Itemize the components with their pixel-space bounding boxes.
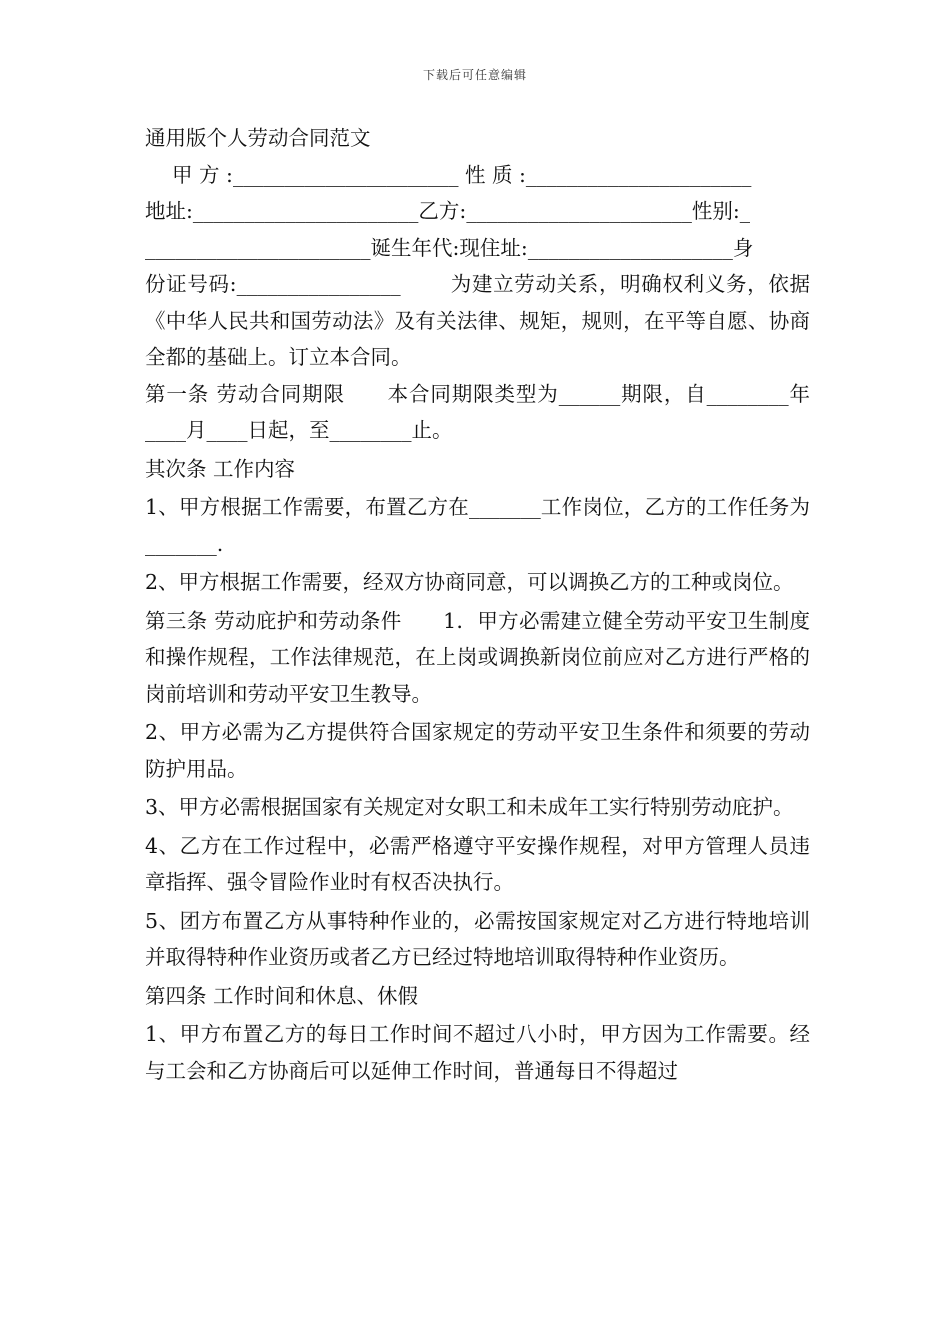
birth-line: ______________________诞生年代:现住址:____________________身 (145, 235, 754, 260)
party-a-line: 甲 方 :______________________ 性 质 :______________________ (145, 162, 752, 187)
id-and-preamble: 份证号码:________________ 为建立劳动关系，明确权利义务，依据《中华人民共和国劳动法》及有关法律、规矩，规则，在平等自愿、协商全都的基础上。订立本合同。 (145, 272, 810, 369)
address-line: 地址:______________________乙方:______________________性别:_ (145, 199, 750, 223)
article-2-item-1: 1、甲方根据工作需要，布置乙方在_______工作岗位，乙方的工作任务为_______. (145, 495, 810, 556)
article-2-title: 其次条 工作内容 (145, 456, 296, 481)
article-3-item-5: 5、团方布置乙方从事特种作业的，必需按国家规定对乙方进行特地培训并取得特种作业资历或者乙方已经过特地培训取得特种作业资历。 (145, 908, 810, 969)
contract-body (145, 120, 810, 1089)
page-header-note: 下载后可任意编辑 (422, 68, 527, 82)
article-2-item-2: 2、甲方根据工作需要，经双方协商同意，可以调换乙方的工种或岗位。 (145, 570, 794, 594)
article-1: 第一条 劳动合同期限 本合同期限类型为______期限，自________年____月____日起，至________止。 (145, 381, 810, 442)
article-4-title: 第四条 工作时间和休息、休假 (145, 983, 419, 1008)
article-3-item-3: 3、甲方必需根据国家有关规定对女职工和未成年工实行特别劳动庇护。 (145, 795, 794, 819)
article-4-item-1: 1、甲方布置乙方的每日工作时间不超过八小时，甲方因为工作需要。经与工会和乙方协商后可以延伸工作时间，普通每日不得超过 (145, 1022, 810, 1083)
article-3: 第三条 劳动庇护和劳动条件 1．甲方必需建立健全劳动平安卫生制度和操作规程，工作法律规范，在上岗或调换新岗位前应对乙方进行严格的岗前培训和劳动平安卫生教导。 (145, 608, 810, 706)
document-title: 通用版个人劳动合同范文 (145, 126, 371, 150)
article-3-item-2: 2、甲方必需为乙方提供符合国家规定的劳动平安卫生条件和须要的劳动防护用品。 (145, 720, 810, 781)
article-3-item-4: 4、乙方在工作过程中，必需严格遵守平安操作规程，对甲方管理人员违章指挥、强令冒险作业时有权否决执行。 (145, 833, 810, 894)
